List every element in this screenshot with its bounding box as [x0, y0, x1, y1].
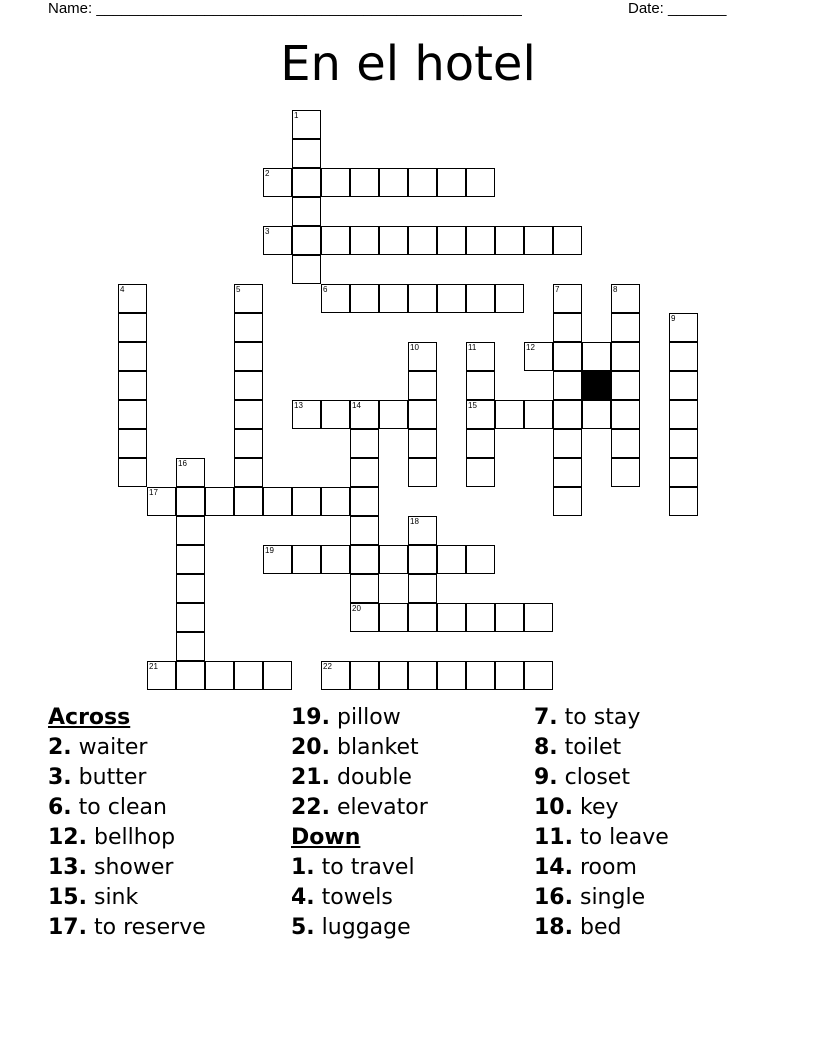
crossword-cell[interactable] [553, 284, 582, 313]
crossword-cell[interactable] [466, 603, 495, 632]
crossword-cell[interactable] [350, 516, 379, 545]
clue-number: 20 [352, 604, 361, 613]
crossword-cell[interactable] [350, 458, 379, 487]
crossword-cell[interactable] [669, 313, 698, 342]
across-clue: 6. to clean [48, 795, 167, 820]
crossword-cell[interactable] [466, 226, 495, 255]
crossword-cell[interactable] [350, 661, 379, 690]
crossword-cell[interactable] [234, 284, 263, 313]
down-clue: 9. closet [534, 765, 630, 790]
down-clue: 14. room [534, 855, 637, 880]
crossword-cell[interactable] [263, 661, 292, 690]
crossword-cell[interactable] [176, 603, 205, 632]
crossword-cell[interactable] [118, 400, 147, 429]
crossword-cell[interactable] [466, 661, 495, 690]
name-field: Name: ___________________________________________________ [48, 0, 522, 17]
crossword-cell[interactable] [611, 429, 640, 458]
clue-number: 22 [323, 662, 332, 671]
crossword-cell[interactable] [176, 661, 205, 690]
crossword-cell[interactable] [263, 487, 292, 516]
crossword-cell[interactable] [408, 603, 437, 632]
crossword-cell[interactable] [611, 458, 640, 487]
crossword-cell[interactable] [292, 168, 321, 197]
crossword-cell[interactable] [524, 400, 553, 429]
clue-number: 12 [526, 343, 535, 352]
crossword-cell[interactable] [234, 661, 263, 690]
crossword-cell[interactable] [582, 400, 611, 429]
crossword-cell[interactable] [437, 168, 466, 197]
crossword-cell[interactable] [234, 400, 263, 429]
crossword-cell[interactable] [176, 516, 205, 545]
clue-number: 5 [236, 285, 241, 294]
crossword-cell[interactable] [611, 371, 640, 400]
crossword-cell[interactable] [379, 661, 408, 690]
crossword-cell[interactable] [408, 226, 437, 255]
clue-number: 6 [323, 285, 328, 294]
clue-number: 4 [120, 285, 125, 294]
page-title: En el hotel [280, 36, 536, 92]
crossword-cell[interactable] [553, 429, 582, 458]
crossword-cell[interactable] [147, 487, 176, 516]
crossword-cell[interactable] [234, 313, 263, 342]
crossword-cell[interactable] [292, 255, 321, 284]
crossword-cell[interactable] [553, 342, 582, 371]
crossword-cell[interactable] [292, 226, 321, 255]
down-clue: 10. key [534, 795, 619, 820]
crossword-cell[interactable] [321, 400, 350, 429]
down-clue: 4. towels [291, 885, 393, 910]
crossword-cell[interactable] [234, 371, 263, 400]
crossword-cell[interactable] [292, 110, 321, 139]
crossword-cell[interactable] [611, 342, 640, 371]
clue-number: 8 [613, 285, 618, 294]
across-clue: 21. double [291, 765, 412, 790]
down-clue: 8. toilet [534, 735, 622, 760]
crossword-cell[interactable] [321, 661, 350, 690]
crossword-cell[interactable] [524, 661, 553, 690]
crossword-cell[interactable] [350, 574, 379, 603]
clue-number: 11 [468, 343, 477, 352]
crossword-cell[interactable] [118, 284, 147, 313]
clue-column-3 [534, 703, 669, 943]
crossword-cell[interactable] [495, 226, 524, 255]
crossword-cell[interactable] [176, 632, 205, 661]
crossword-cell[interactable] [350, 400, 379, 429]
crossword-cell[interactable] [408, 342, 437, 371]
crossword-cell[interactable] [176, 487, 205, 516]
crossword-cell[interactable] [669, 487, 698, 516]
across-clue: 17. to reserve [48, 915, 206, 940]
crossword-cell[interactable] [611, 313, 640, 342]
crossword-cell[interactable] [669, 400, 698, 429]
crossword-cell[interactable] [147, 661, 176, 690]
crossword-cell[interactable] [408, 458, 437, 487]
crossword-cell[interactable] [466, 458, 495, 487]
crossword-cell[interactable] [611, 400, 640, 429]
across-clue: 3. butter [48, 765, 147, 790]
clue-column-2 [291, 703, 428, 943]
crossword-cell[interactable] [408, 284, 437, 313]
crossword-cell[interactable] [205, 661, 234, 690]
crossword-cell[interactable] [321, 226, 350, 255]
crossword-cell[interactable] [466, 168, 495, 197]
crossword-cell[interactable] [408, 429, 437, 458]
across-clue: 22. elevator [291, 795, 428, 820]
down-clue: 11. to leave [534, 825, 669, 850]
clue-number: 18 [410, 517, 419, 526]
crossword-cell[interactable] [234, 458, 263, 487]
clue-number: 10 [410, 343, 419, 352]
crossword-cell[interactable] [408, 661, 437, 690]
crossword-cell[interactable] [234, 342, 263, 371]
crossword-cell[interactable] [321, 284, 350, 313]
crossword-cell[interactable] [205, 487, 234, 516]
crossword-cell[interactable] [524, 342, 553, 371]
crossword-cell[interactable] [553, 226, 582, 255]
clue-number: 17 [149, 488, 158, 497]
crossword-cell[interactable] [176, 574, 205, 603]
across-clue: 2. waiter [48, 735, 148, 760]
crossword-cell[interactable] [553, 313, 582, 342]
crossword-cell[interactable] [437, 226, 466, 255]
crossword-cell[interactable] [524, 603, 553, 632]
crossword-cell[interactable] [292, 197, 321, 226]
crossword-cell[interactable] [350, 429, 379, 458]
crossword-cell[interactable] [495, 284, 524, 313]
crossword-cell[interactable] [466, 545, 495, 574]
crossword-cell[interactable] [553, 371, 582, 400]
crossword-cell[interactable] [350, 545, 379, 574]
clue-number: 21 [149, 662, 158, 671]
across-clue: 19. pillow [291, 705, 401, 730]
clue-number: 2 [265, 169, 270, 178]
crossword-cell[interactable] [118, 429, 147, 458]
down-clue: 1. to travel [291, 855, 415, 880]
crossword-cell[interactable] [437, 661, 466, 690]
crossword-cell[interactable] [292, 545, 321, 574]
crossword-block-cell [582, 371, 611, 400]
crossword-cell[interactable] [292, 487, 321, 516]
crossword-cell[interactable] [495, 400, 524, 429]
clue-number: 7 [555, 285, 560, 294]
crossword-cell[interactable] [379, 603, 408, 632]
crossword-cell[interactable] [524, 226, 553, 255]
down-clue: 7. to stay [534, 705, 641, 730]
crossword-cell[interactable] [263, 545, 292, 574]
crossword-cell[interactable] [408, 371, 437, 400]
crossword-cell[interactable] [350, 603, 379, 632]
down-clue: 5. luggage [291, 915, 411, 940]
crossword-cell[interactable] [379, 226, 408, 255]
crossword-cell[interactable] [669, 371, 698, 400]
down-clue: 16. single [534, 885, 646, 910]
crossword-cell[interactable] [263, 226, 292, 255]
crossword-cell[interactable] [466, 371, 495, 400]
crossword-cell[interactable] [234, 487, 263, 516]
crossword-cell[interactable] [408, 574, 437, 603]
clue-number: 1 [294, 111, 299, 120]
crossword-cell[interactable] [118, 458, 147, 487]
crossword-cell[interactable] [437, 284, 466, 313]
crossword-cell[interactable] [321, 168, 350, 197]
clue-number: 14 [352, 401, 361, 410]
crossword-cell[interactable] [263, 168, 292, 197]
crossword-cell[interactable] [379, 545, 408, 574]
crossword-cell[interactable] [350, 168, 379, 197]
clue-number: 16 [178, 459, 187, 468]
crossword-cell[interactable] [176, 545, 205, 574]
across-heading: Across [48, 705, 131, 730]
clue-number: 15 [468, 401, 477, 410]
date-field: Date: _______ [628, 0, 727, 17]
clue-number: 13 [294, 401, 303, 410]
crossword-cell[interactable] [553, 400, 582, 429]
crossword-cell[interactable] [408, 168, 437, 197]
clue-number: 19 [265, 546, 274, 555]
crossword-cell[interactable] [350, 487, 379, 516]
crossword-cell[interactable] [118, 371, 147, 400]
crossword-cell[interactable] [553, 487, 582, 516]
crossword-cell[interactable] [669, 429, 698, 458]
crossword-cell[interactable] [408, 400, 437, 429]
crossword-cell[interactable] [437, 603, 466, 632]
clue-number: 3 [265, 227, 270, 236]
crossword-cell[interactable] [379, 400, 408, 429]
crossword-cell[interactable] [234, 429, 263, 458]
crossword-cell[interactable] [669, 342, 698, 371]
crossword-cell[interactable] [350, 226, 379, 255]
down-heading: Down [291, 825, 361, 850]
clue-column-1 [48, 703, 206, 943]
crossword-cell[interactable] [466, 342, 495, 371]
crossword-cell[interactable] [176, 458, 205, 487]
crossword-cell[interactable] [437, 545, 466, 574]
crossword-cell[interactable] [350, 284, 379, 313]
across-clue: 12. bellhop [48, 825, 176, 850]
crossword-cell[interactable] [466, 284, 495, 313]
crossword-cell[interactable] [118, 313, 147, 342]
crossword-cell[interactable] [611, 284, 640, 313]
crossword-cell[interactable] [321, 545, 350, 574]
crossword-cell[interactable] [495, 603, 524, 632]
crossword-cell[interactable] [292, 139, 321, 168]
crossword-cell[interactable] [118, 342, 147, 371]
crossword-cell[interactable] [669, 458, 698, 487]
crossword-cell[interactable] [582, 342, 611, 371]
crossword-cell[interactable] [466, 400, 495, 429]
across-clue: 15. sink [48, 885, 139, 910]
clue-number: 9 [671, 314, 676, 323]
crossword-cell[interactable] [292, 400, 321, 429]
crossword-cell[interactable] [379, 168, 408, 197]
crossword-cell[interactable] [321, 487, 350, 516]
across-clue: 13. shower [48, 855, 174, 880]
crossword-cell[interactable] [553, 458, 582, 487]
crossword-cell[interactable] [379, 284, 408, 313]
across-clue: 20. blanket [291, 735, 419, 760]
down-clue: 18. bed [534, 915, 622, 940]
crossword-cell[interactable] [495, 661, 524, 690]
crossword-cell[interactable] [408, 516, 437, 545]
crossword-cell[interactable] [408, 545, 437, 574]
crossword-cell[interactable] [466, 429, 495, 458]
